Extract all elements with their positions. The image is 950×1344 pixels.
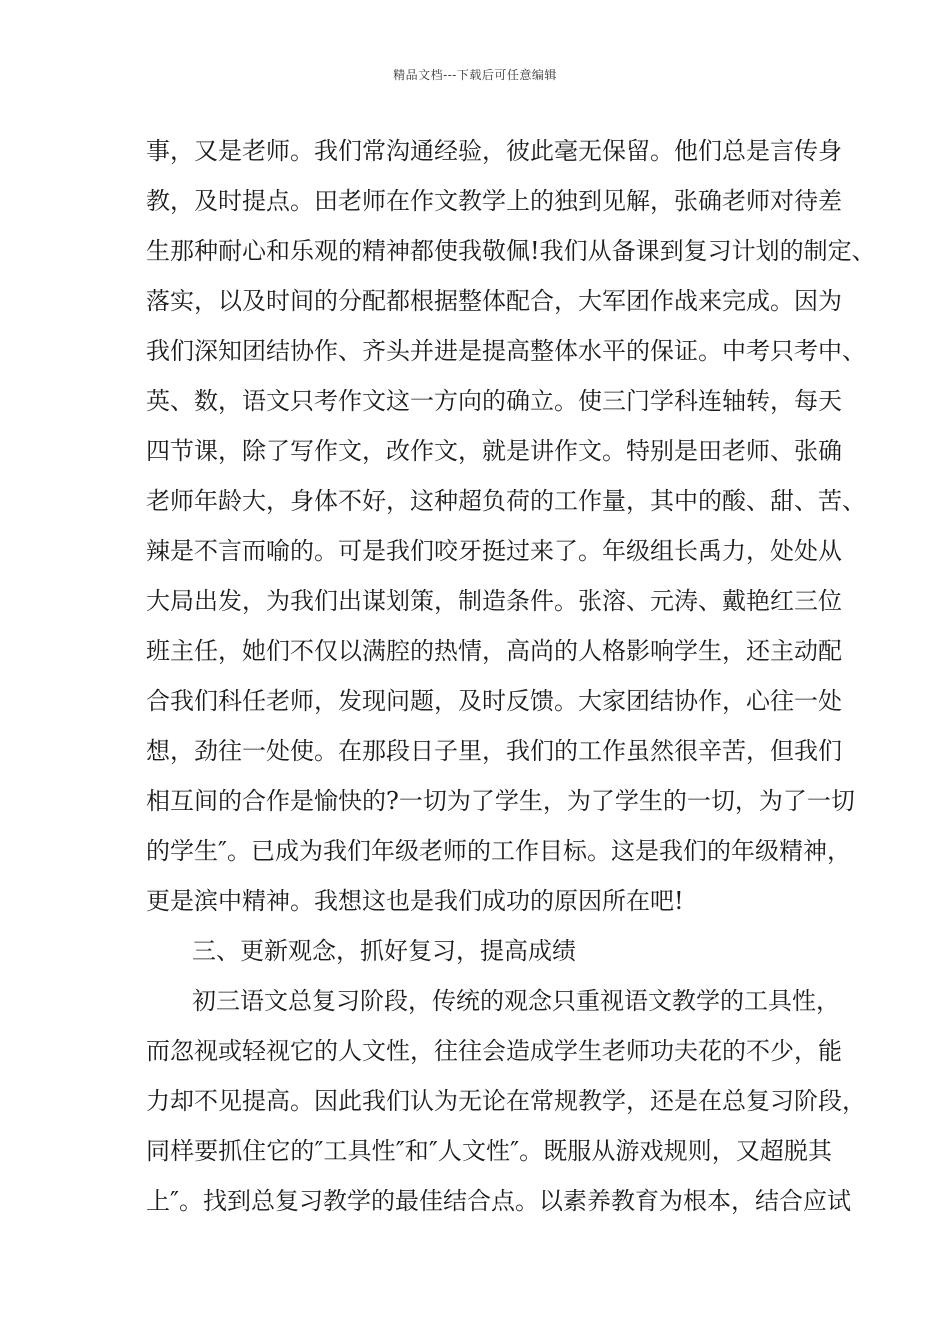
- text-line: 生那种耐心和乐观的精神都使我敬佩!我们从备课到复习计划的制定、: [146, 237, 876, 265]
- text-line: 落实，以及时间的分配都根据整体配合，大军团作战来完成。因为: [146, 287, 842, 315]
- text-line: 上″。找到总复习教学的最佳结合点。以素养教育为根本，结合应试: [146, 1187, 851, 1215]
- section-heading: 三、更新观念，抓好复习，提高成绩: [192, 937, 576, 965]
- text-line: 初三语文总复习阶段，传统的观念只重视语文教学的工具性，: [192, 987, 840, 1015]
- text-line: 同样要抓住它的″工具性″和″人文性″。既服从游戏规则，又超脱其: [146, 1137, 832, 1165]
- text-line: 想，劲往一处使。在那段日子里，我们的工作虽然很辛苦，但我们: [146, 737, 842, 765]
- text-line: 我们深知团结协作、齐头并进是提高整体水平的保证。中考只考中、: [146, 337, 866, 365]
- text-line: 合我们科任老师，发现问题，及时反馈。大家团结协作，心往一处: [146, 687, 842, 715]
- document-body: [146, 126, 876, 1226]
- text-line: 而忽视或轻视它的人文性，往往会造成学生老师功夫花的不少，能: [146, 1037, 842, 1065]
- text-line: 四节课，除了写作文，改作文，就是讲作文。特别是田老师、张确: [146, 437, 842, 465]
- text-line: 事，又是老师。我们常沟通经验，彼此毫无保留。他们总是言传身: [146, 137, 842, 165]
- text-line: 力却不见提高。因此我们认为无论在常规教学，还是在总复习阶段，: [146, 1087, 866, 1115]
- text-line: 辣是不言而喻的。可是我们咬牙挺过来了。年级组长禹力，处处从: [146, 537, 842, 565]
- text-line: 更是滨中精神。我想这也是我们成功的原因所在吧!: [146, 887, 684, 915]
- text-line: 英、数，语文只考作文这一方向的确立。使三门学科连轴转，每天: [146, 387, 842, 415]
- text-line: 相互间的合作是愉快的?一切为了学生，为了学生的一切，为了一切: [146, 787, 855, 815]
- page-header: 精品文档---下载后可任意编辑: [393, 68, 557, 82]
- text-line: 教，及时提点。田老师在作文教学上的独到见解，张确老师对待差: [146, 187, 842, 215]
- text-line: 大局出发，为我们出谋划策，制造条件。张溶、元涛、戴艳红三位: [146, 587, 842, 615]
- text-line: 老师年龄大，身体不好，这种超负荷的工作量，其中的酸、甜、苦、: [146, 487, 866, 515]
- text-line: 班主任，她们不仅以满腔的热情，高尚的人格影响学生，还主动配: [146, 637, 842, 665]
- text-line: 的学生″。已成为我们年级老师的工作目标。这是我们的年级精神，: [146, 837, 851, 865]
